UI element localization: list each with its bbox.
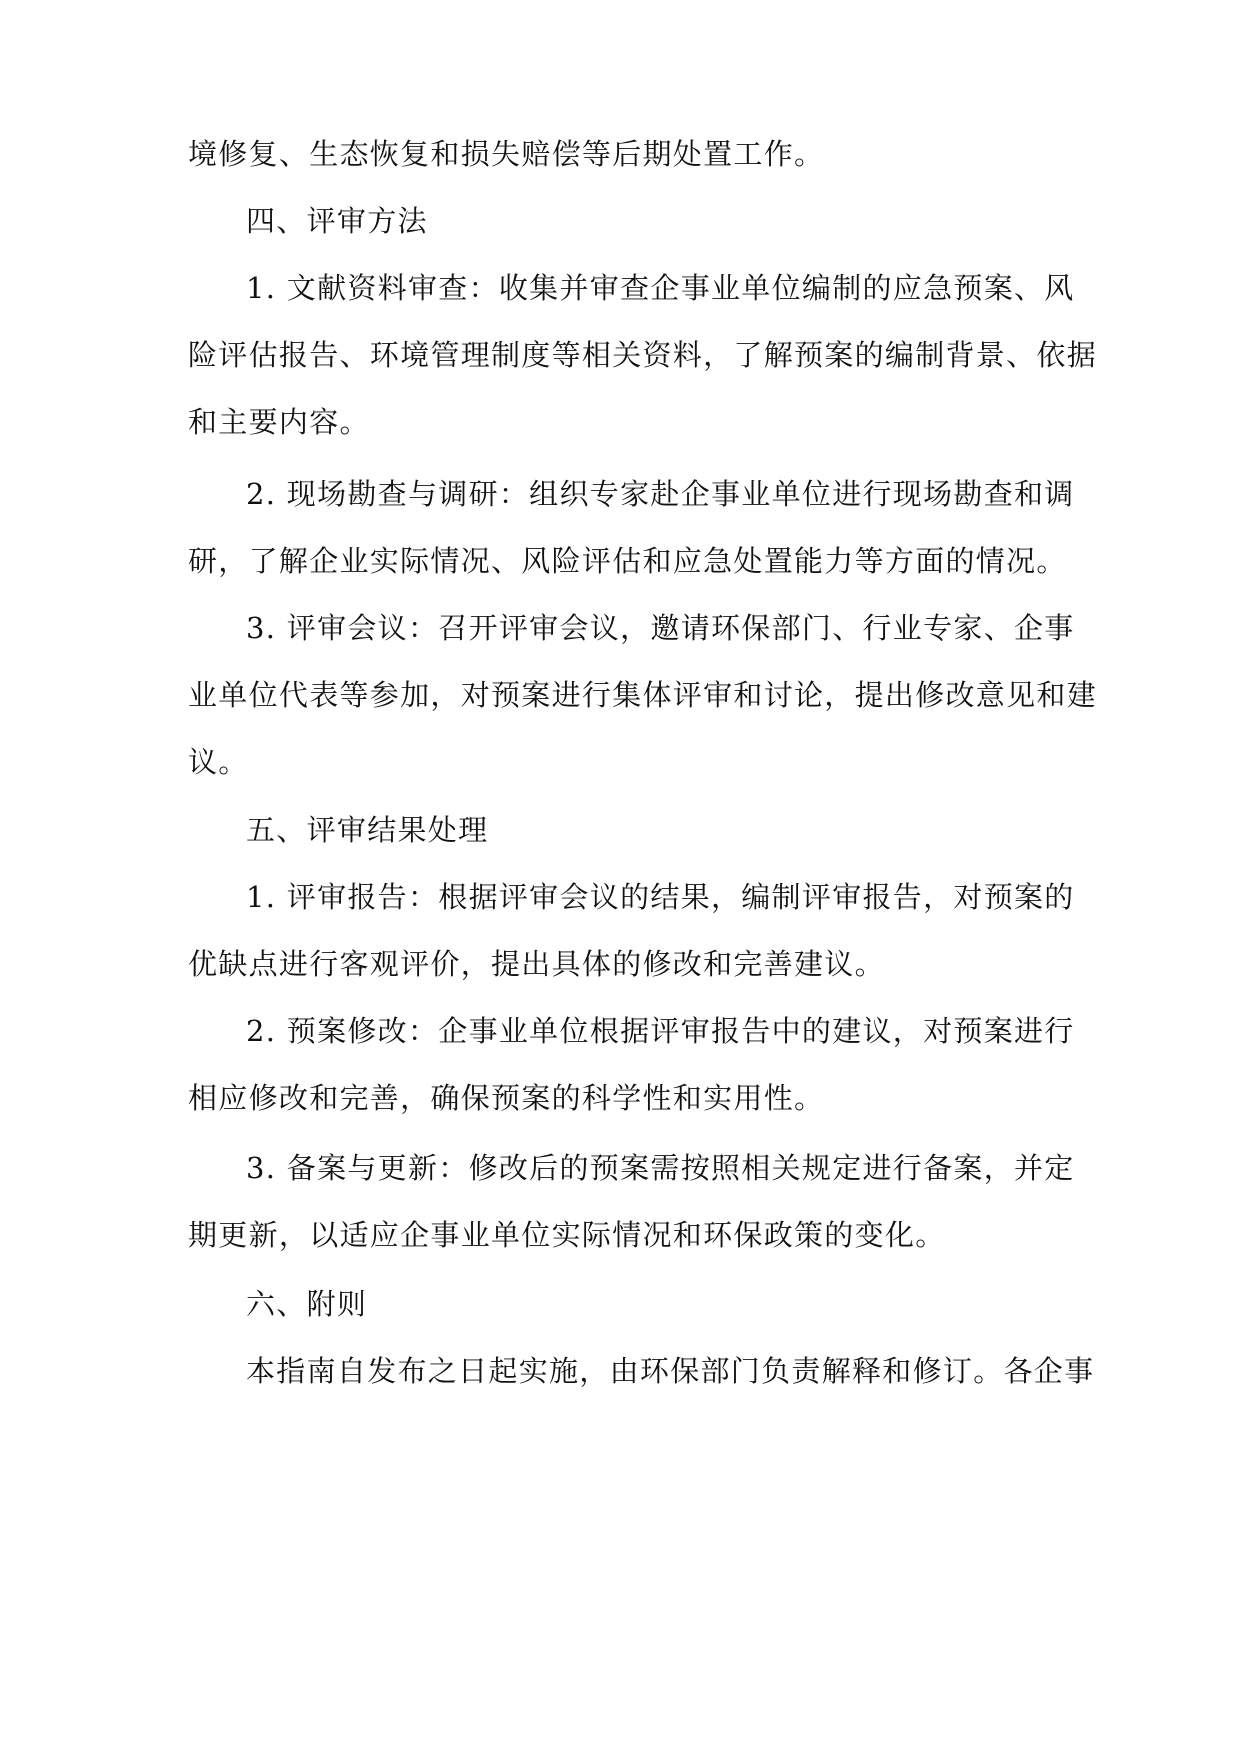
paragraph-line: 研，了解企业实际情况、风险评估和应急处置能力等方面的情况。 (188, 544, 1067, 578)
paragraph-line: 和主要内容。 (188, 405, 370, 439)
paragraph-line: 相应修改和完善，确保预案的科学性和实用性。 (188, 1081, 825, 1115)
paragraph-line: 业单位代表等参加，对预案进行集体评审和讨论，提出修改意见和建 (188, 678, 1098, 712)
paragraph-line: 3. 评审会议：召开评审会议，邀请环保部门、行业专家、企事 (246, 611, 1075, 645)
paragraph-line: 1. 文献资料审查：收集并审查企事业单位编制的应急预案、风 (246, 271, 1075, 305)
paragraph-line: 议。 (188, 745, 249, 779)
paragraph-line: 期更新，以适应企事业单位实际情况和环保政策的变化。 (188, 1218, 946, 1252)
paragraph-line: 2. 现场勘查与调研：组织专家赴企事业单位进行现场勘查和调 (246, 477, 1075, 511)
paragraph-line: 境修复、生态恢复和损失赔偿等后期处置工作。 (188, 137, 825, 171)
paragraph-line: 本指南自发布之日起实施，由环保部门负责解释和修订。各企事 (246, 1354, 1095, 1388)
paragraph-line: 2. 预案修改：企事业单位根据评审报告中的建议，对预案进行 (246, 1014, 1075, 1048)
paragraph-line: 1. 评审报告：根据评审会议的结果，编制评审报告，对预案的 (246, 880, 1075, 914)
section-heading: 五、评审结果处理 (246, 813, 489, 847)
paragraph-line: 优缺点进行客观评价，提出具体的修改和完善建议。 (188, 947, 885, 981)
section-heading: 六、附则 (246, 1287, 368, 1321)
paragraph-line: 险评估报告、环境管理制度等相关资料，了解预案的编制背景、依据 (188, 338, 1098, 372)
section-heading: 四、评审方法 (246, 204, 428, 238)
paragraph-line: 3. 备案与更新：修改后的预案需按照相关规定进行备案，并定 (246, 1151, 1075, 1185)
